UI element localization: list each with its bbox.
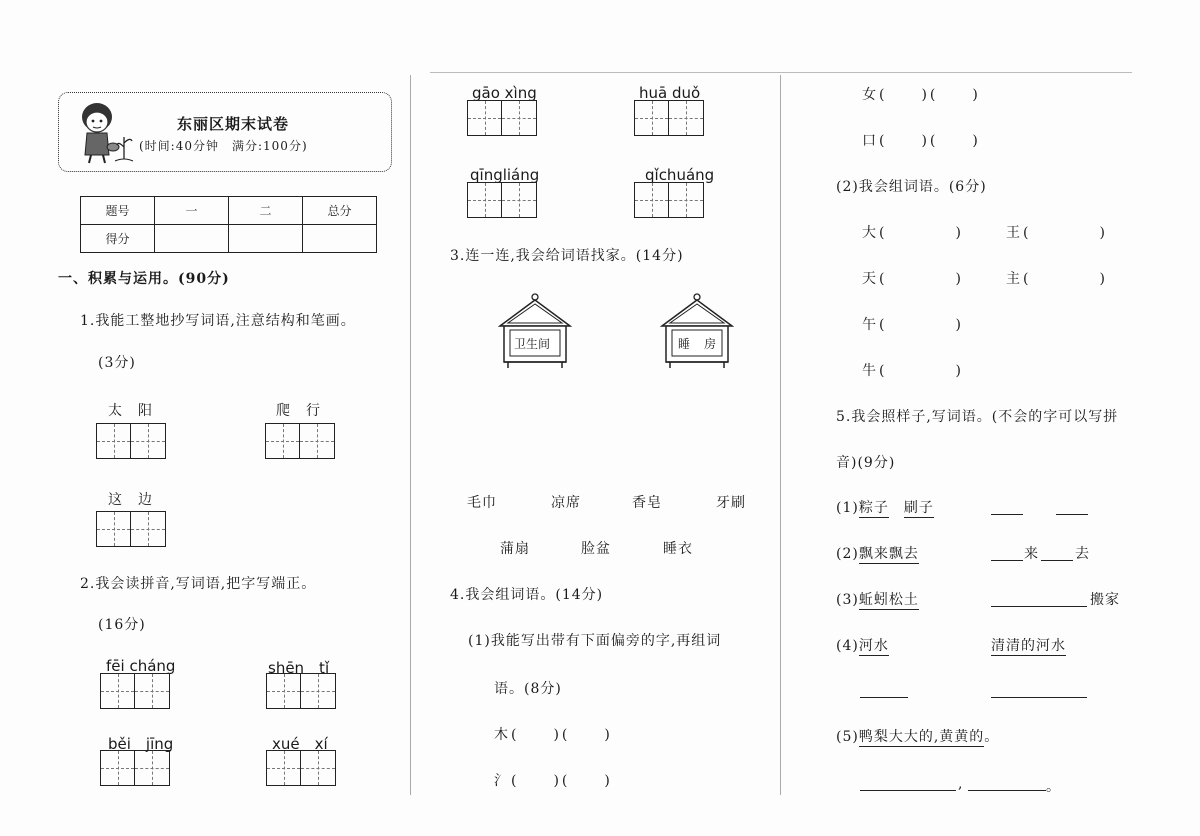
example-4 <box>836 635 889 655</box>
writing-grid[interactable] <box>100 673 170 709</box>
section-heading: 一、积累与运用。(90分) <box>58 271 230 287</box>
house-label: 睡 房 <box>678 337 718 351</box>
writing-grid[interactable] <box>266 750 336 786</box>
q5-prompt-line2: 音)(9分) <box>836 455 896 471</box>
answer-blank[interactable] <box>991 606 1087 607</box>
q2-points: (16分) <box>98 617 146 633</box>
copy-word: 爬 行 <box>276 403 321 419</box>
example-label: (1) <box>836 500 859 516</box>
example-word: 蚯蚓松土 <box>858 592 919 608</box>
radical-item[interactable]: 木( )( ) <box>494 727 613 743</box>
q4-sub1-line1: (1)我能写出带有下面偏旁的字,再组词 <box>468 633 722 649</box>
compound-item[interactable]: 王( ) <box>1006 225 1108 241</box>
example-5 <box>836 726 999 746</box>
table-cell: 总分 <box>303 197 377 225</box>
example-word: 河水 <box>858 638 889 654</box>
writing-grid[interactable] <box>96 423 166 459</box>
exam-subtitle: (时间:40分钟 满分:100分) <box>139 139 308 153</box>
answer-blank[interactable] <box>1041 560 1073 561</box>
example-word: 飘来飘去 <box>858 546 919 562</box>
match-word[interactable]: 睡衣 <box>663 541 693 557</box>
match-word[interactable]: 牙刷 <box>716 495 746 511</box>
house-icon <box>660 292 734 370</box>
pattern-char: 去 <box>1075 546 1090 562</box>
q2-prompt: 2.我会读拼音,写词语,把字写端正。 <box>80 576 317 592</box>
writing-grid[interactable] <box>634 100 704 136</box>
table-cell: 题号 <box>81 197 155 225</box>
match-word[interactable]: 凉席 <box>551 495 581 511</box>
q5-prompt-line1: 5.我会照样子,写词语。(不会的字可以写拼 <box>836 409 1119 425</box>
pinyin-label: shēn tǐ <box>268 659 330 677</box>
q4-sub2: (2)我会组词语。(6分) <box>836 179 987 195</box>
pattern-char: 来 <box>1024 546 1039 562</box>
table-cell: 得分 <box>81 225 155 253</box>
answer-blank[interactable] <box>1056 514 1088 515</box>
answer-blank[interactable] <box>991 560 1023 561</box>
pinyin-label: qīngliáng <box>470 166 540 184</box>
example-word: 鸭梨大大的,黄黄的 <box>858 729 985 745</box>
compound-item[interactable]: 天( ) <box>862 271 964 287</box>
house-bedroom[interactable] <box>660 292 734 370</box>
example-2 <box>836 543 919 563</box>
pinyin-label: gāo xìng <box>472 84 537 102</box>
punctuation: 。 <box>1046 779 1061 795</box>
answer-blank[interactable] <box>968 790 1046 791</box>
score-input-cell[interactable] <box>229 225 303 253</box>
copy-word: 这 边 <box>108 492 153 508</box>
example-word: 清清的河水 <box>991 638 1066 654</box>
house-label: 卫生间 <box>514 337 551 351</box>
table-row <box>81 225 377 253</box>
exam-title-box <box>58 92 392 172</box>
match-word[interactable]: 香皂 <box>632 495 662 511</box>
pinyin-label: xué xí <box>272 735 328 753</box>
q1-prompt: 1.我能工整地抄写词语,注意结构和笔画。 <box>80 313 356 329</box>
q4-prompt: 4.我会组词语。(14分) <box>450 587 604 603</box>
column-divider-1 <box>410 75 411 795</box>
q4-sub1-line2: 语。(8分) <box>494 681 562 697</box>
compound-item[interactable]: 午( ) <box>862 317 964 333</box>
table-cell: 一 <box>155 197 229 225</box>
q1-points: (3分) <box>98 355 136 371</box>
example-word <box>991 635 1066 655</box>
compound-item[interactable]: 牛( ) <box>862 363 964 379</box>
example-word: 粽子 <box>858 500 889 516</box>
writing-grid[interactable] <box>467 182 537 218</box>
boy-illustration-icon <box>69 97 139 167</box>
pinyin-label: fēi cháng <box>106 657 176 675</box>
writing-grid[interactable] <box>634 182 704 218</box>
example-label: (5) <box>836 729 859 745</box>
example-3 <box>836 589 919 609</box>
radical-item[interactable]: 女( )( ) <box>862 87 981 103</box>
writing-grid[interactable] <box>266 673 336 709</box>
radical-item[interactable]: 口( )( ) <box>862 133 981 149</box>
writing-grid[interactable] <box>265 423 335 459</box>
answer-blank[interactable] <box>991 697 1087 698</box>
q3-prompt: 3.连一连,我会给词语找家。(14分) <box>450 248 684 264</box>
example-punct: 。 <box>984 729 1000 745</box>
exam-title: 东丽区期末试卷 <box>177 115 290 133</box>
writing-grid[interactable] <box>467 100 537 136</box>
match-word[interactable]: 蒲扇 <box>500 541 530 557</box>
house-icon <box>498 292 572 370</box>
example-word: 刷子 <box>903 500 934 516</box>
compound-item[interactable]: 主( ) <box>1006 271 1108 287</box>
answer-blank[interactable] <box>991 514 1023 515</box>
pinyin-label: qǐchuáng <box>645 166 715 184</box>
example-label: (4) <box>836 638 859 654</box>
match-word[interactable]: 脸盆 <box>581 541 611 557</box>
match-word[interactable]: 毛巾 <box>467 495 497 511</box>
score-table <box>80 196 377 253</box>
house-bathroom[interactable] <box>498 292 572 370</box>
answer-blank[interactable] <box>860 697 908 698</box>
example-label: (3) <box>836 592 859 608</box>
score-input-cell[interactable] <box>155 225 229 253</box>
top-rule <box>430 72 1132 73</box>
writing-grid[interactable] <box>96 511 166 547</box>
column-divider-2 <box>780 75 781 795</box>
compound-item[interactable]: 大( ) <box>862 225 964 241</box>
score-input-cell[interactable] <box>303 225 377 253</box>
radical-item[interactable]: 氵( )( ) <box>494 773 613 789</box>
copy-word: 太 阳 <box>108 403 153 419</box>
writing-grid[interactable] <box>100 750 170 786</box>
pinyin-label: běi jīng <box>108 735 174 753</box>
table-row <box>81 197 377 225</box>
example-label: (2) <box>836 546 859 562</box>
example-1 <box>836 497 934 517</box>
table-cell: 二 <box>229 197 303 225</box>
pattern-char: 搬家 <box>1090 592 1120 608</box>
answer-blank[interactable] <box>860 790 956 791</box>
pinyin-label: huā duǒ <box>639 84 701 102</box>
punctuation: , <box>958 776 964 792</box>
